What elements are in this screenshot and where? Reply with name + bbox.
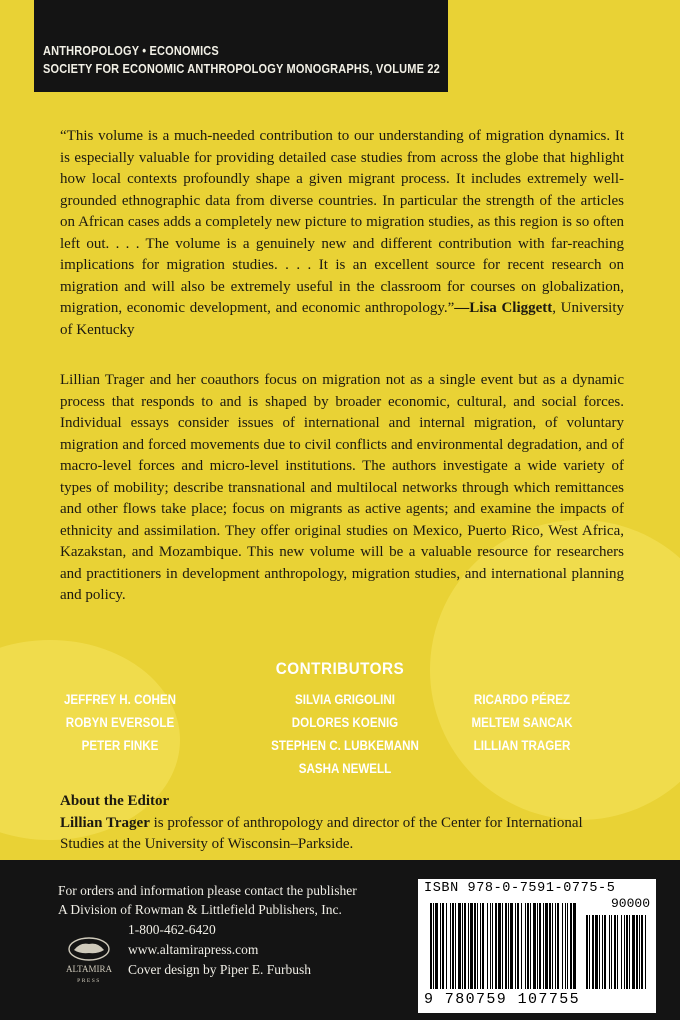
- logo-text: ALTAMIRA: [66, 964, 112, 974]
- quote-text: “This volume is a much-needed contribution to our understanding of migration dynamics. It is especially valuable for providing detailed case studies from across the globe that highlight how local contexts profoundly shape a given migrant process. It includes extremely well-grounded ethnographic data from diverse countries. In particular the strength of the articles on African cases adds a completely new picture to migration studies, as this region is so often left out. . . . The volume is a genuinely new and different contribution with far-reaching implications for migration studies. . . . It is an excellent source for recent research on migration and will also be extremely useful in the classroom for courses on globalization, migration, economic development, and economic anthropology.”: [60, 128, 624, 316]
- isbn-text: ISBN 978-0-7591-0775-5: [424, 881, 616, 896]
- contributor-name: RICARDO PÉREZ: [473, 692, 571, 707]
- price-code: 90000: [610, 896, 650, 911]
- review-quote: [60, 126, 624, 341]
- logo-subtext: PRESS: [77, 978, 101, 984]
- contributor-name: DOLORES KOENIG: [291, 715, 399, 730]
- subject-line: ANTHROPOLOGY • ECONOMICS: [43, 44, 219, 58]
- contributor-name: SILVIA GRIGOLINI: [294, 692, 395, 707]
- contributor-name: LILLIAN TRAGER: [473, 738, 571, 753]
- contributor-name: MELTEM SANCAK: [471, 715, 573, 730]
- contributor-name: ROBYN EVERSOLE: [65, 715, 175, 730]
- contributor-name: STEPHEN C. LUBKEMANN: [271, 738, 419, 753]
- phone-number: 1-800-462-6420: [128, 922, 216, 937]
- quote-author: —Lisa Cliggett: [454, 300, 553, 316]
- cover-design-credit: Cover design by Piper E. Furbush: [128, 962, 311, 977]
- book-description: Lillian Trager and her coauthors focus on migration not as a single event but as a dynamic process that responds to and is shaped by broader economic, cultural, and social forces. Individual essays consider issues of international and internal migration, of voluntary migration and forced movements due to civil conflicts and environmental degradation, and of macro-level forces and micro-level institutions. The authors investigate a wide variety of types of mobility; describe transnational and multilocal networks through which remittances and other flows take place; focus on migrants as active agents; and examine the impacts of ethnicity and assimilation. They offer original studies on Mexico, Puerto Rico, West Africa, Kazakstan, and Mozambique. This new volume will be a valuable resource for researchers and practitioners in development anthropology, migration studies, and international planning and policy.: [60, 372, 624, 603]
- contributor-name: PETER FINKE: [81, 738, 159, 753]
- about-heading: About the Editor: [60, 793, 170, 809]
- editor-name: Lillian Trager: [60, 815, 150, 831]
- barcode-panel: [418, 879, 656, 1013]
- altamira-logo-icon: [60, 932, 118, 990]
- quote-affiliation: , University of Kentucky: [60, 300, 624, 338]
- website-link[interactable]: www.altamirapress.com: [128, 942, 259, 957]
- contributors-heading: CONTRIBUTORS: [275, 659, 405, 678]
- barcode-number: 9 780759 107755: [424, 991, 581, 1008]
- publisher-division: A Division of Rowman & Littlefield Publishers, Inc.: [58, 902, 342, 917]
- contributor-name: JEFFREY H. COHEN: [63, 692, 177, 707]
- orders-line: For orders and information please contact the publisher: [58, 883, 357, 898]
- barcode-graphic: [426, 901, 650, 991]
- about-editor: [60, 813, 624, 855]
- series-line: SOCIETY FOR ECONOMIC ANTHROPOLOGY MONOGRAPHS, VOLUME 22: [43, 62, 440, 76]
- contributor-name: SASHA NEWELL: [298, 761, 392, 776]
- header-bar: [34, 0, 448, 92]
- editor-bio: is professor of anthropology and director of the Center for International Studies at the University of Wisconsin–Parkside.: [60, 815, 583, 852]
